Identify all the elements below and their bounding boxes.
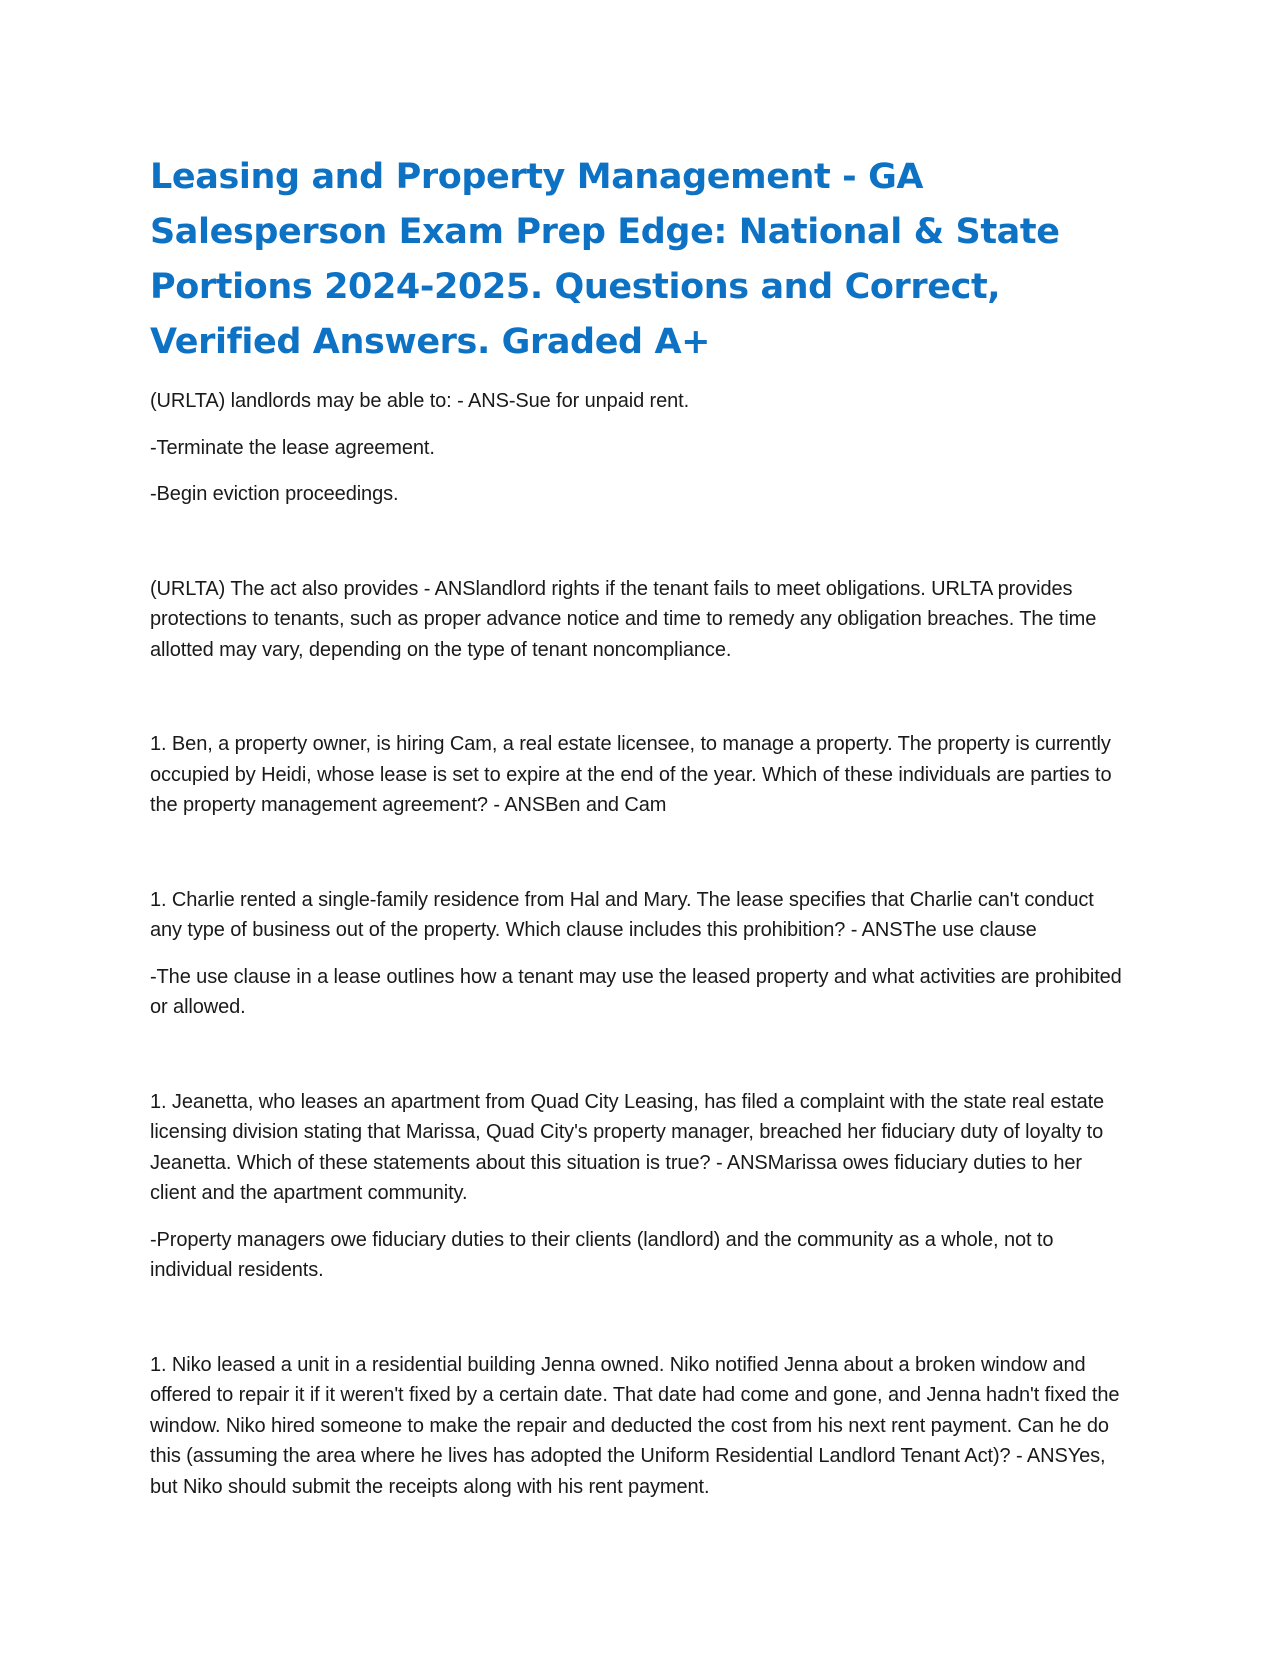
answer-paragraph: -Terminate the lease agreement. bbox=[150, 436, 435, 459]
question-paragraph: 1. Ben, a property owner, is hiring Cam, a real estate licensee, to manage a property. The property is currently occupied by Heidi, whose lease is set to expire at the end of the year. Which of these individuals are parties to the property management agreement? - ANSBen and Cam bbox=[150, 733, 1112, 816]
section-gap bbox=[150, 1039, 1130, 1087]
question-paragraph: 1. Jeanetta, who leases an apartment from Quad City Leasing, has filed a complaint with the state real estate licensing division stating that Marissa, Quad City's property manager, breached her fiduciary duty of loyalty to Jeanetta. Which of these statements about this situation is true? - ANSMarissa owes fiduciary duties to her client and the apartment community. bbox=[150, 1090, 1105, 1204]
answer-paragraph: -Begin eviction proceedings. bbox=[150, 483, 399, 505]
explanation-paragraph: -Property managers owe fiduciary duties to their clients (landlord) and the community as a whole, not to individual residents. bbox=[150, 1228, 1054, 1281]
document-title: Leasing and Property Management - GA Salesperson Exam Prep Edge: National & State Portions 2024-2025. Questions and Correct, Verified Answers. Graded A+ bbox=[150, 157, 1060, 362]
question-paragraph: 1. Niko leased a unit in a residential building Jenna owned. Niko notified Jenna about a broken window and offered to repair it if it weren't fixed by a certain date. That date had come and gone, and Jenna hadn't fixed the window. Niko hired someone to make the repair and deducted the cost from his next rent payment. Can he do this (assuming the area where he lives has adopted the Uniform Residential Landlord Tenant Act)? - ANSYes, but Niko should submit the receipts along with his rent payment. bbox=[150, 1353, 1120, 1498]
section-gap bbox=[150, 1302, 1130, 1350]
document-page bbox=[150, 150, 1130, 1518]
section-gap bbox=[150, 681, 1130, 729]
answer-paragraph: (URLTA) landlords may be able to: - ANS-Sue for unpaid rent. bbox=[150, 390, 690, 412]
section-gap bbox=[150, 837, 1130, 885]
question-paragraph: (URLTA) The act also provides - ANSlandlord rights if the tenant fails to meet obligations. URLTA provides protections to tenants, such as proper advance notice and time to remedy any obligation breaches. The time allotted may vary, depending on the type of tenant noncompliance. bbox=[150, 577, 1097, 661]
section-gap bbox=[150, 526, 1130, 574]
explanation-paragraph: -The use clause in a lease outlines how a tenant may use the leased property and what activities are prohibited or allowed. bbox=[150, 965, 1122, 1018]
question-paragraph: 1. Charlie rented a single-family residence from Hal and Mary. The lease specifies that Charlie can't conduct any type of business out of the property. Which clause includes this prohibition? - ANSThe use clause bbox=[150, 888, 1094, 941]
